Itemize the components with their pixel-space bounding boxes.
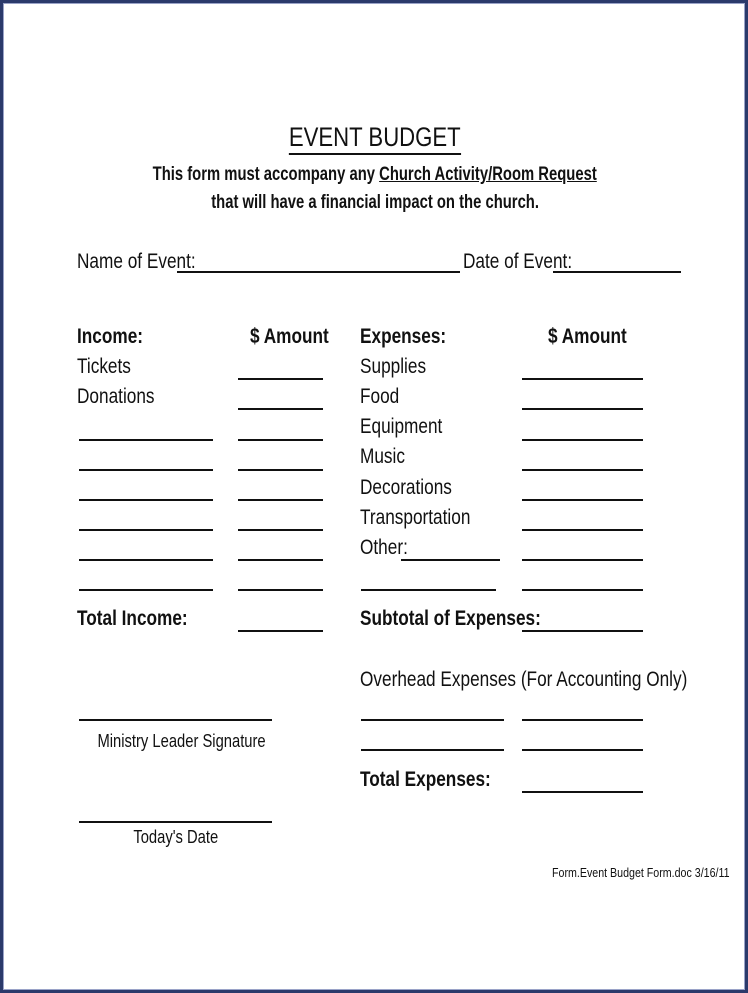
overhead-item-field[interactable] (361, 719, 504, 721)
total-income-field[interactable] (238, 630, 323, 632)
expense-item-supplies: Supplies (360, 355, 427, 378)
page-title: EVENT BUDGET (4, 122, 745, 155)
name-of-event-label: Name of Event: (77, 250, 196, 273)
overhead-item-field[interactable] (361, 749, 504, 751)
income-item-blank-field[interactable] (79, 439, 213, 441)
todays-date-field[interactable] (79, 821, 272, 823)
expense-other-field[interactable] (401, 559, 500, 561)
income-amount-field[interactable] (238, 559, 323, 561)
income-amount-field[interactable] (238, 499, 323, 501)
date-of-event-label: Date of Event: (463, 250, 573, 273)
expense-item-blank-field[interactable] (361, 589, 496, 591)
expense-amount-field[interactable] (522, 529, 643, 531)
subtitle-line-1 (4, 164, 745, 186)
expense-item-music: Music (360, 445, 405, 468)
ministry-leader-signature-field[interactable] (79, 719, 272, 721)
income-item-tickets: Tickets (77, 355, 131, 378)
income-item-blank-field[interactable] (79, 529, 213, 531)
expense-item-decorations: Decorations (360, 476, 452, 499)
income-amount-field[interactable] (238, 529, 323, 531)
ministry-leader-signature-label: Ministry Leader Signature (97, 731, 266, 751)
expenses-amount-header: $ Amount (548, 325, 627, 348)
subtotal-expenses-label: Subtotal of Expenses: (360, 607, 541, 630)
income-item-blank-field[interactable] (79, 559, 213, 561)
expenses-header: Expenses: (360, 325, 447, 348)
subtitle-line-2: that will have a financial impact on the church. (211, 192, 539, 213)
overhead-amount-field[interactable] (522, 719, 643, 721)
income-amount-header: $ Amount (250, 325, 329, 348)
income-item-blank-field[interactable] (79, 499, 213, 501)
expense-amount-field[interactable] (522, 408, 643, 410)
todays-date-label: Today's Date (133, 827, 218, 847)
expense-amount-field[interactable] (522, 559, 643, 561)
income-amount-field[interactable] (238, 408, 323, 410)
expense-amount-field[interactable] (522, 469, 643, 471)
total-expenses-field[interactable] (522, 791, 643, 793)
expense-item-equipment: Equipment (360, 415, 443, 438)
overhead-amount-field[interactable] (522, 749, 643, 751)
overhead-expenses-label: Overhead Expenses (For Accounting Only) (360, 668, 688, 691)
income-item-blank-field[interactable] (79, 469, 213, 471)
expense-amount-field[interactable] (522, 589, 643, 591)
date-of-event-field[interactable] (553, 271, 681, 273)
income-item-donations: Donations (77, 385, 155, 408)
income-amount-field[interactable] (238, 469, 323, 471)
expense-amount-field[interactable] (522, 499, 643, 501)
income-item-blank-field[interactable] (79, 589, 213, 591)
expense-amount-field[interactable] (522, 439, 643, 441)
income-amount-field[interactable] (238, 378, 323, 380)
total-expenses-label: Total Expenses: (360, 768, 491, 791)
total-income-label: Total Income: (77, 607, 188, 630)
name-of-event-field[interactable] (177, 271, 460, 273)
income-amount-field[interactable] (238, 439, 323, 441)
expense-item-other: Other: (360, 536, 408, 559)
subtotal-expenses-field[interactable] (522, 630, 643, 632)
expense-item-transportation: Transportation (360, 506, 471, 529)
footer-doc-reference: Form.Event Budget Form.doc 3/16/11 (552, 865, 730, 880)
document-page (3, 3, 745, 990)
income-amount-field[interactable] (238, 589, 323, 591)
subtitle-prefix: This form must accompany any (152, 164, 380, 185)
expense-amount-field[interactable] (522, 378, 643, 380)
church-activity-link: Church Activity/Room Request (379, 164, 598, 185)
income-header: Income: (77, 325, 144, 348)
expense-item-food: Food (360, 385, 400, 408)
